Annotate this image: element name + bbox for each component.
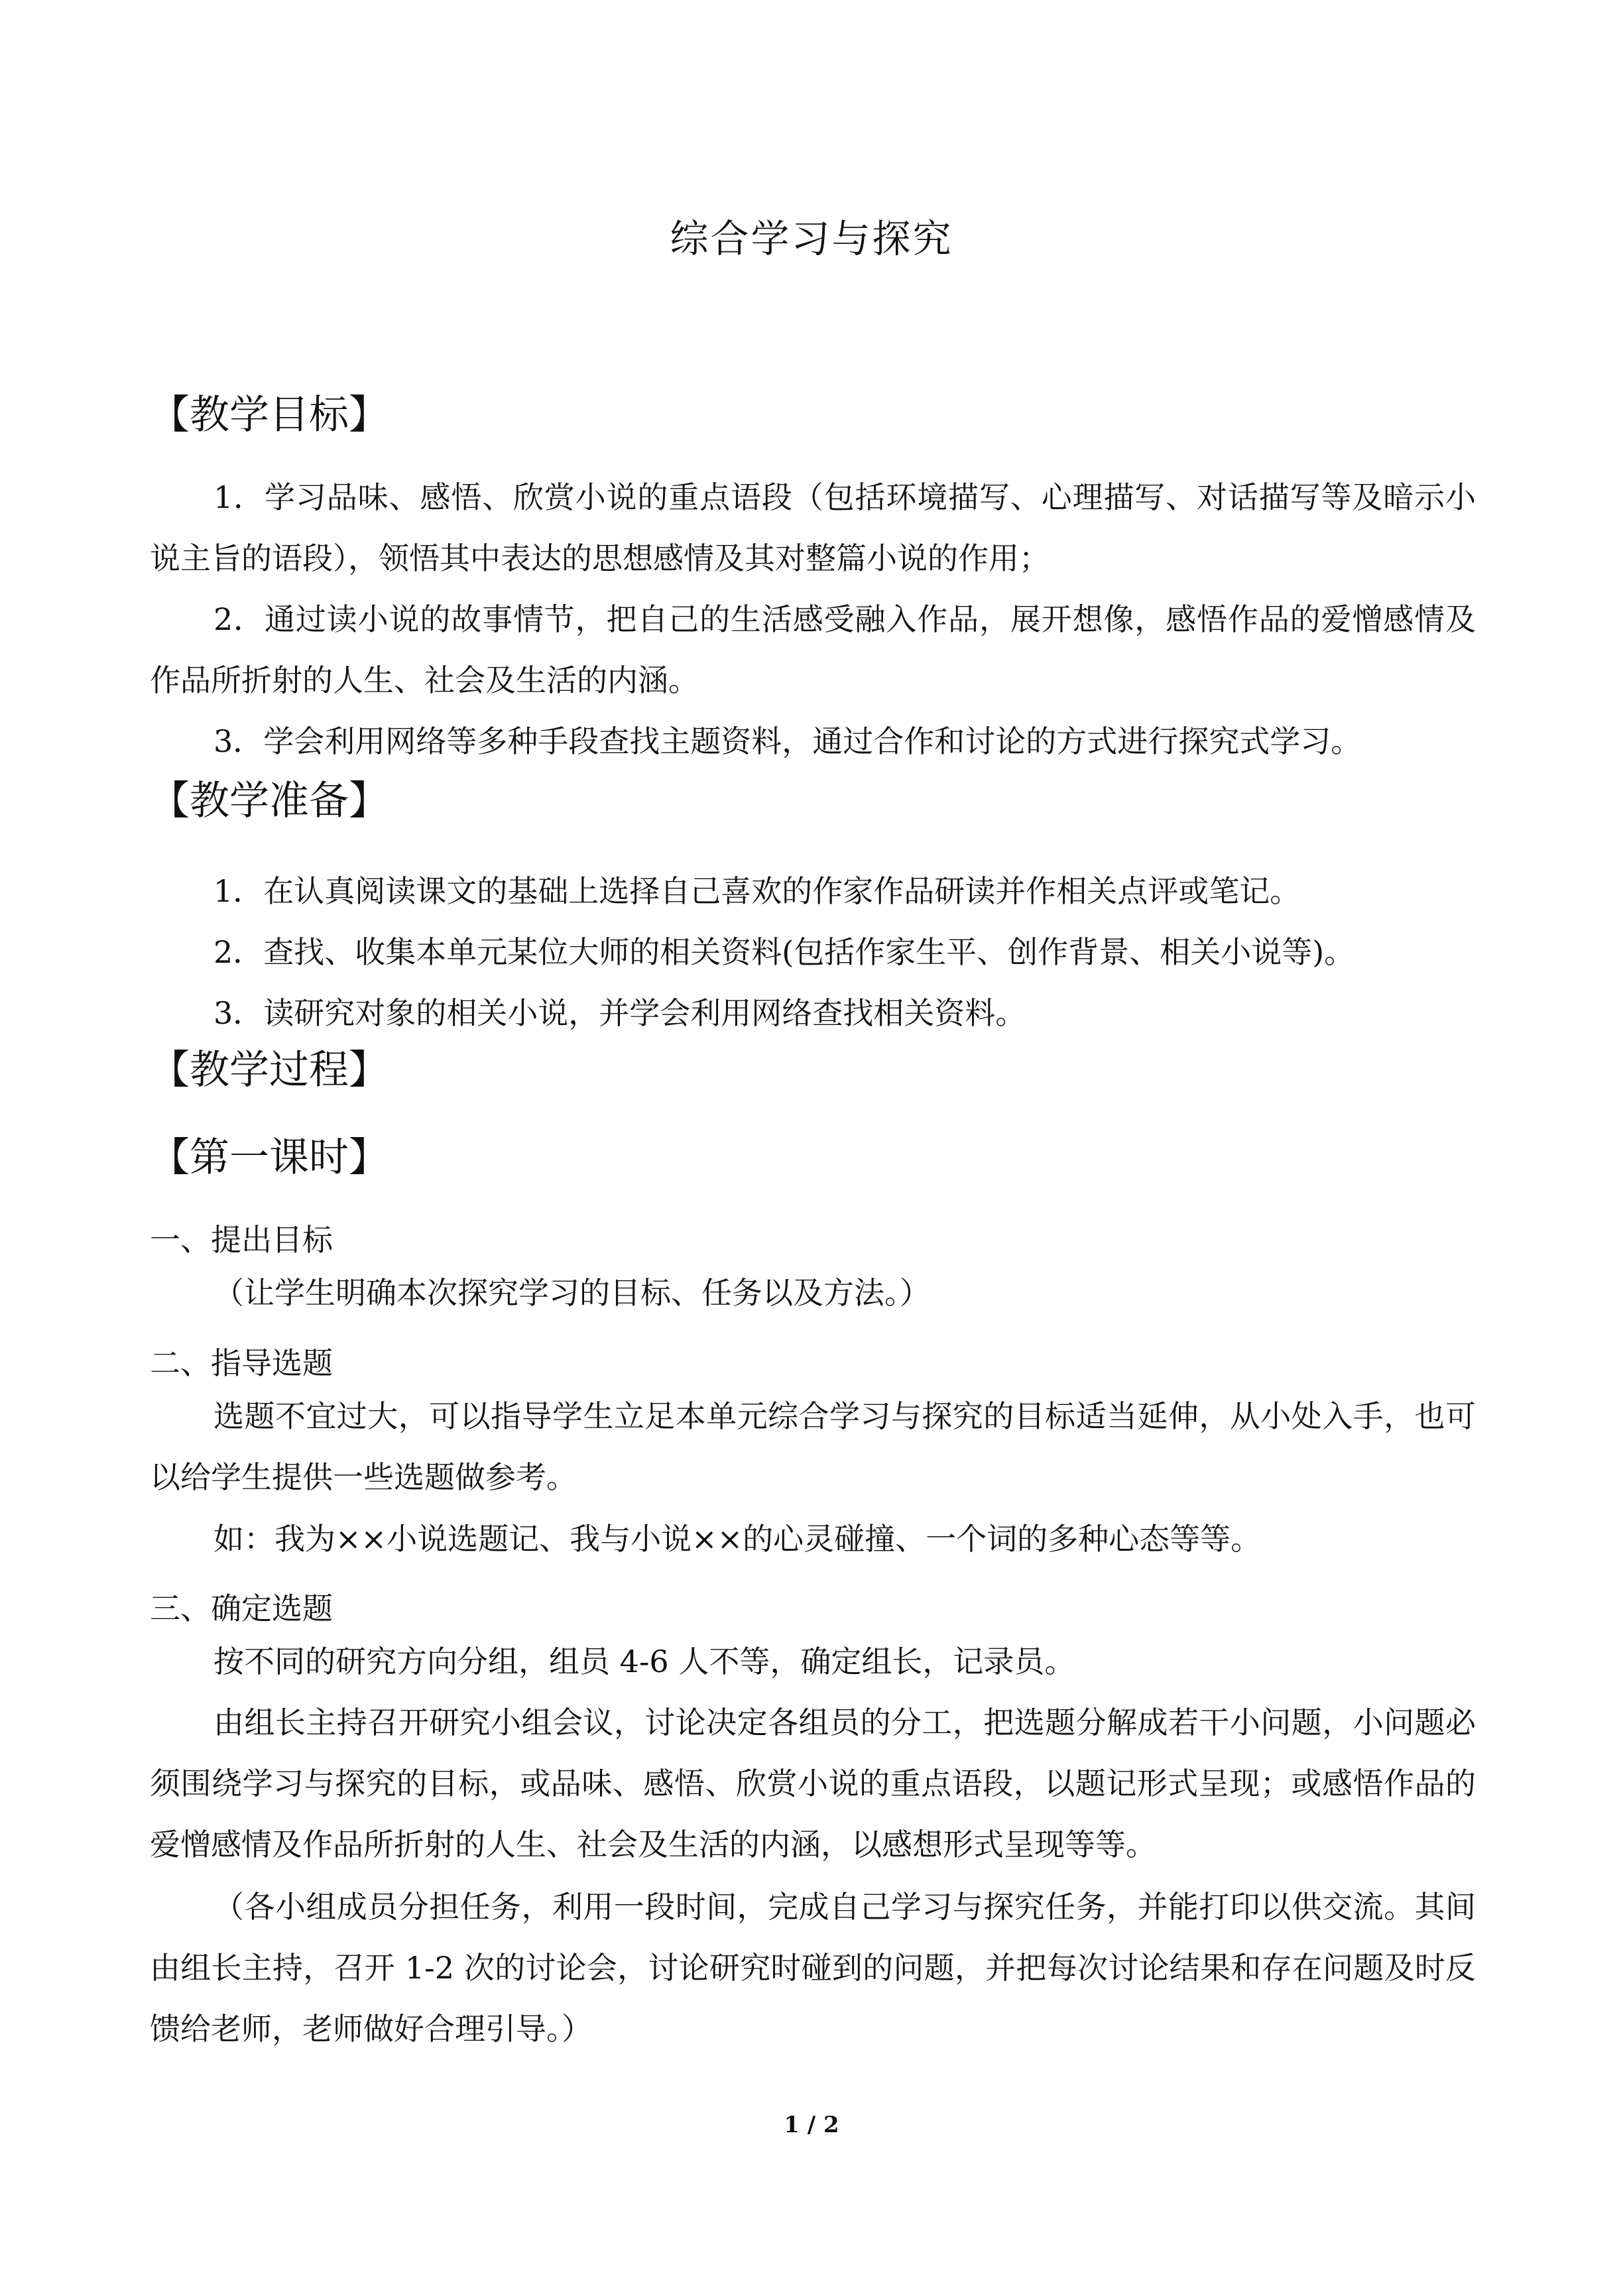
step-3-label: 三、确定选题	[150, 1591, 333, 1626]
step-3-paragraph-1: 按不同的研究方向分组，组员 4-6 人不等，确定组长，记录员。	[213, 1644, 1075, 1679]
step-1-text: （让学生明确本次探究学习的目标、任务以及方法。）	[213, 1275, 930, 1311]
step-2-example: 如：我为××小说选题记、我与小说××的心灵碰撞、一个词的多种心态等等。	[213, 1521, 1262, 1557]
step-3-paragraph-3: （各小组成员分担任务，利用一段时间，完成自己学习与探究任务，并能打印以供交流。其间由组长主持，召开 1-2 次的讨论会，讨论研究时碰到的问题，并把每次讨论结果和存在问题及时反馈给老师，老师做好合理引导。）	[150, 1889, 1476, 2047]
page-number: 1 / 2	[784, 2112, 839, 2138]
heading-preparation: 【教学准备】	[150, 778, 389, 824]
objective-item-2: 2．通过读小说的故事情节，把自己的生活感受融入作品，展开想像，感悟作品的爱憎感情及作品所折射的人生、社会及生活的内涵。	[150, 601, 1476, 698]
preparation-item-3: 3．读研究对象的相关小说，并学会利用网络查找相关资料。	[213, 995, 1026, 1031]
heading-objectives: 【教学目标】	[150, 392, 389, 438]
heading-lesson-1: 【第一课时】	[150, 1134, 389, 1181]
preparation-item-2: 2．查找、收集本单元某位大师的相关资料(包括作家生平、创作背景、相关小说等)。	[213, 934, 1355, 970]
objective-item-1: 1．学习品味、感悟、欣赏小说的重点语段（包括环境描写、心理描写、对话描写等及暗示小说主旨的语段），领悟其中表达的思想感情及其对整篇小说的作用；	[150, 479, 1476, 576]
preparation-item-1: 1．在认真阅读课文的基础上选择自己喜欢的作家作品研读并作相关点评或笔记。	[213, 873, 1301, 909]
heading-process: 【教学过程】	[150, 1047, 389, 1093]
step-2-text: 选题不宜过大，可以指导学生立足本单元综合学习与探究的目标适当延伸，从小处入手，也可以给学生提供一些选题做参考。	[150, 1398, 1476, 1495]
objective-item-3: 3．学会利用网络等多种手段查找主题资料，通过合作和讨论的方式进行探究式学习。	[213, 723, 1362, 759]
document-title: 综合学习与探究	[670, 216, 953, 261]
step-1-label: 一、提出目标	[150, 1222, 333, 1258]
step-3-paragraph-2: 由组长主持召开研究小组会议，讨论决定各组员的分工，把选题分解成若干小问题，小问题必须围绕学习与探究的目标，或品味、感悟、欣赏小说的重点语段，以题记形式呈现；或感悟作品的爱憎感情及作品所折射的人生、社会及生活的内涵，以感想形式呈现等等。	[150, 1705, 1476, 1862]
step-2-label: 二、指导选题	[150, 1345, 333, 1381]
